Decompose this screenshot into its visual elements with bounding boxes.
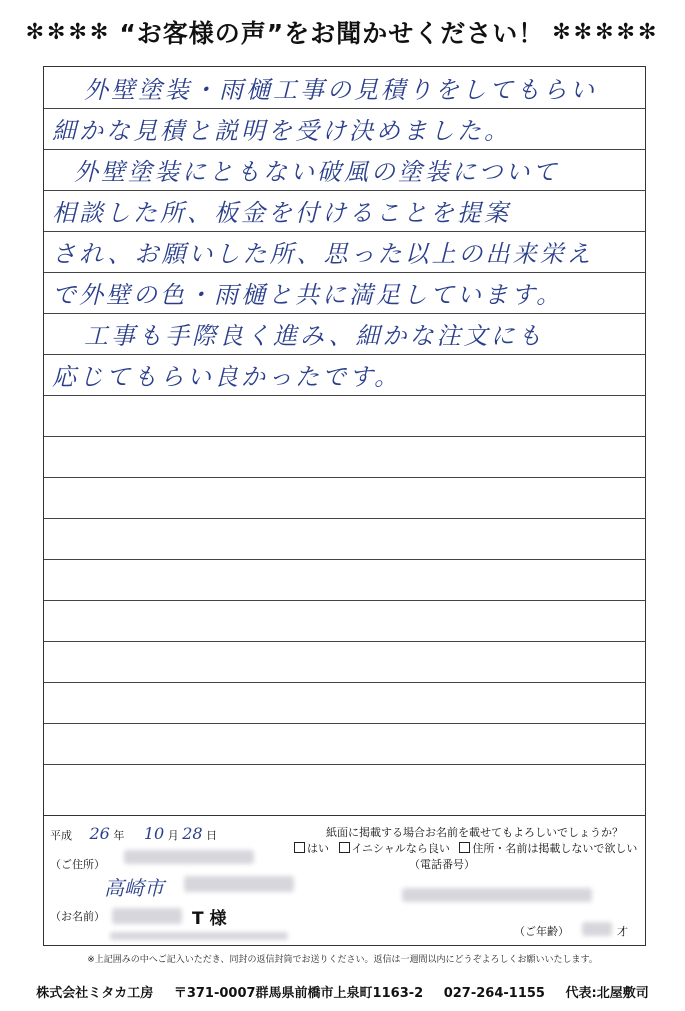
company-footer <box>0 982 685 1001</box>
date-month: 10 <box>143 824 165 843</box>
checkbox-initial-checked[interactable] <box>339 842 350 853</box>
ruled-line <box>44 518 645 519</box>
name-value: T 様 <box>192 909 227 929</box>
age-unit: 才 <box>617 925 628 938</box>
handwritten-line: 細かな見積と説明を受け決めました。 <box>52 117 511 145</box>
date-day-unit: 日 <box>206 829 218 842</box>
ruled-area <box>44 67 645 817</box>
date-year: 26 <box>89 824 110 843</box>
ruled-line <box>44 559 645 560</box>
handwritten-line: 外壁塗装にともない破風の塗装について <box>74 158 560 186</box>
age-label: （ご年齢） <box>514 925 569 938</box>
handwritten-line: され、お願いした所、思った以上の出来栄え <box>52 240 594 268</box>
redacted-name-bottom <box>110 932 288 940</box>
ruled-line <box>44 723 645 724</box>
checkbox-no[interactable] <box>459 842 470 853</box>
company-name: 株式会社ミタカ工房 <box>36 986 154 1001</box>
ruled-line <box>44 764 645 765</box>
ruled-line <box>44 682 645 683</box>
ruled-line <box>44 477 645 478</box>
address-label: （ご住所） <box>50 858 105 871</box>
redacted-address-1 <box>124 850 254 864</box>
date-year-unit: 年 <box>113 829 125 842</box>
ruled-line <box>44 600 645 601</box>
consent-question: 紙面に掲載する場合お名前を載せてもよろしいでしょうか？ <box>326 826 623 839</box>
handwritten-line: で外壁の色・雨樋と共に満足しています。 <box>52 281 564 309</box>
redacted-age <box>582 922 612 936</box>
handwritten-line: 応じてもらい良かったです。 <box>52 363 402 391</box>
customer-info-form <box>44 815 645 946</box>
option-no-label: 住所・名前は掲載しないで欲しい <box>472 842 638 855</box>
handwritten-line: 相談した所、板金を付けることを提案 <box>52 199 511 227</box>
stars-left: ✻✻✻✻ <box>25 19 112 45</box>
company-address: 〒371-0007群馬県前橋市上泉町1163-2 <box>173 986 424 1001</box>
date-row <box>50 824 217 843</box>
date-month-unit: 月 <box>167 829 179 842</box>
redacted-name <box>112 908 182 924</box>
option-yes-label: はい <box>307 842 329 855</box>
name-label: （お名前） <box>50 910 105 923</box>
redacted-address-2 <box>184 876 294 892</box>
address-city: 高崎市 <box>104 876 164 900</box>
page-title <box>0 12 685 52</box>
checkbox-yes[interactable] <box>294 842 305 853</box>
date-era: 平成 <box>50 829 72 842</box>
handwritten-line: 外壁塗装・雨樋工事の見積りをしてもらい <box>84 76 597 104</box>
handwritten-line: 工事も手際良く進み、細かな注文にも <box>84 322 545 350</box>
feedback-sheet <box>43 66 646 946</box>
date-day: 28 <box>182 824 203 843</box>
instruction-note: ※上記囲みの中へご記入いただき、同封の返信封筒でお送りください。返信は一週間以内にどうぞよろしくお願いいたします。 <box>87 955 598 965</box>
ruled-line <box>44 641 645 642</box>
stars-right: ✻✻✻✻✻ <box>552 19 660 45</box>
consent-options <box>294 840 637 856</box>
ruled-line <box>44 436 645 437</box>
company-representative: 代表:北屋敷司 <box>565 986 649 1001</box>
company-phone: 027-264-1155 <box>443 986 545 1001</box>
phone-label: （電話番号） <box>409 858 475 871</box>
title-text: “お客様の声”をお聞かせください！ <box>119 19 545 48</box>
option-initial-label: イニシャルなら良い <box>351 842 450 855</box>
redacted-phone <box>402 888 592 902</box>
